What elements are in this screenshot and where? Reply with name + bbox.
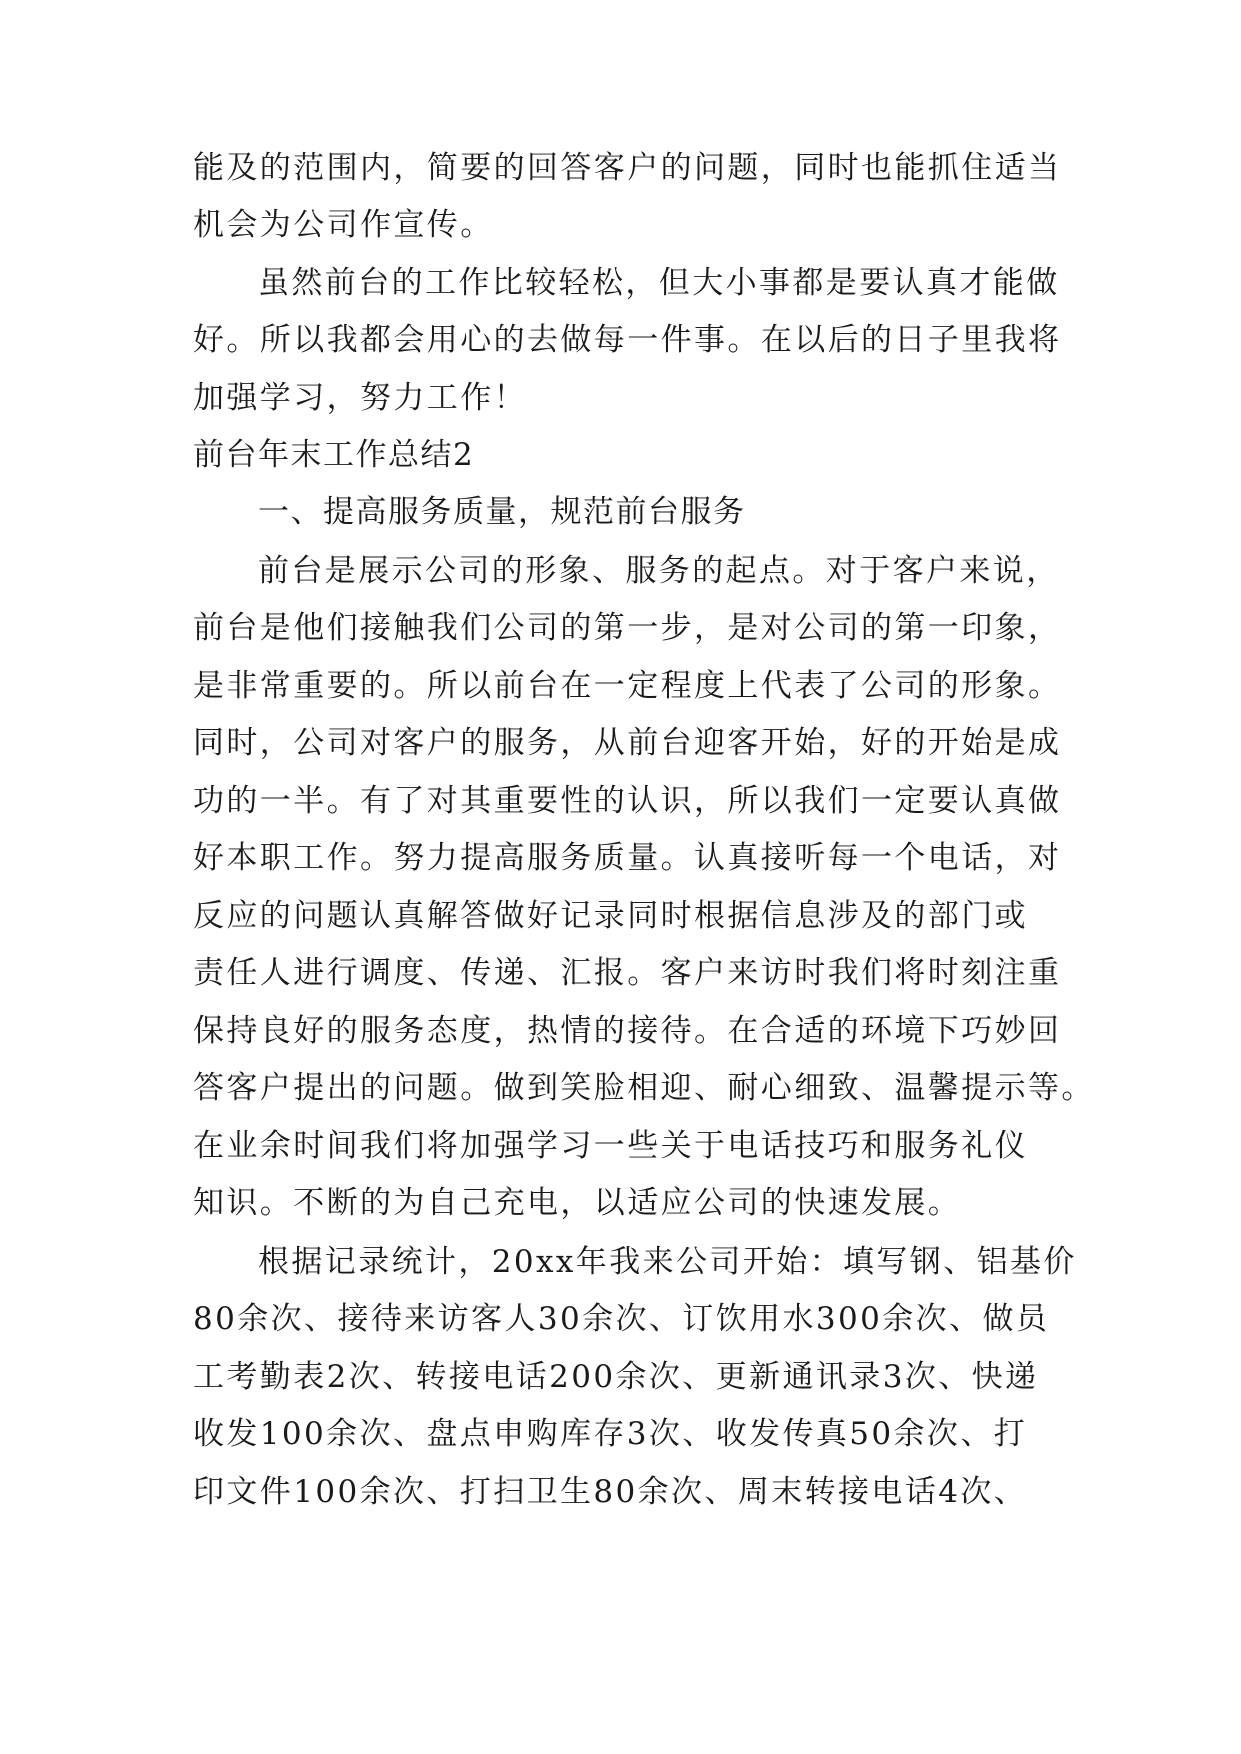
paragraph-line: 功的一半。有了对其重要性的认识，所以我们一定要认真做 bbox=[193, 783, 1062, 819]
paragraph-line: 根据记录统计，20xx年我来公司开始：填写钢、铝基价 bbox=[258, 1244, 1077, 1280]
paragraph-line: 知识。不断的为自己充电，以适应公司的快速发展。 bbox=[193, 1185, 962, 1221]
paragraph-line: 保持良好的服务态度，热情的接待。在合适的环境下巧妙回 bbox=[193, 1013, 1062, 1049]
paragraph-line: 印文件100余次、打扫卫生80余次、周末转接电话4次、 bbox=[193, 1474, 1028, 1510]
subsection-heading: 一、提高服务质量，规范前台服务 bbox=[258, 494, 746, 530]
paragraph-line: 虽然前台的工作比较轻松，但大小事都是要认真才能做 bbox=[258, 265, 1060, 301]
section-heading: 前台年末工作总结2 bbox=[193, 437, 475, 473]
paragraph-line: 机会为公司作宣传。 bbox=[193, 207, 494, 243]
paragraph-line: 前台是他们接触我们公司的第一步，是对公司的第一印象， bbox=[193, 610, 1062, 646]
paragraph-line: 能及的范围内，简要的回答客户的问题，同时也能抓住适当 bbox=[193, 150, 1062, 186]
paragraph-line: 答客户提出的问题。做到笑脸相迎、耐心细致、温馨提示等。 bbox=[193, 1070, 1095, 1106]
paragraph-line: 工考勤表2次、转接电话200余次、更新通讯录3次、快递 bbox=[193, 1359, 1039, 1395]
paragraph-line: 同时，公司对客户的服务，从前台迎客开始，好的开始是成 bbox=[193, 725, 1062, 761]
paragraph-line: 前台是展示公司的形象、服务的起点。对于客户来说， bbox=[258, 553, 1060, 589]
paragraph-line: 好本职工作。努力提高服务质量。认真接听每一个电话，对 bbox=[193, 840, 1062, 876]
paragraph-line: 是非常重要的。所以前台在一定程度上代表了公司的形象。 bbox=[193, 668, 1062, 704]
paragraph-line: 在业余时间我们将加强学习一些关于电话技巧和服务礼仪 bbox=[193, 1128, 1028, 1164]
paragraph-line: 好。所以我都会用心的去做每一件事。在以后的日子里我将 bbox=[193, 322, 1062, 358]
paragraph-line: 责任人进行调度、传递、汇报。客户来访时我们将时刻注重 bbox=[193, 955, 1062, 991]
paragraph-line: 80余次、接待来访客人30余次、订饮用水300余次、做员 bbox=[193, 1301, 1050, 1337]
paragraph-line: 加强学习，努力工作！ bbox=[193, 380, 527, 416]
paragraph-line: 收发100余次、盘点申购库存3次、收发传真50余次、打 bbox=[193, 1416, 1028, 1452]
paragraph-line: 反应的问题认真解答做好记录同时根据信息涉及的部门或 bbox=[193, 898, 1028, 934]
